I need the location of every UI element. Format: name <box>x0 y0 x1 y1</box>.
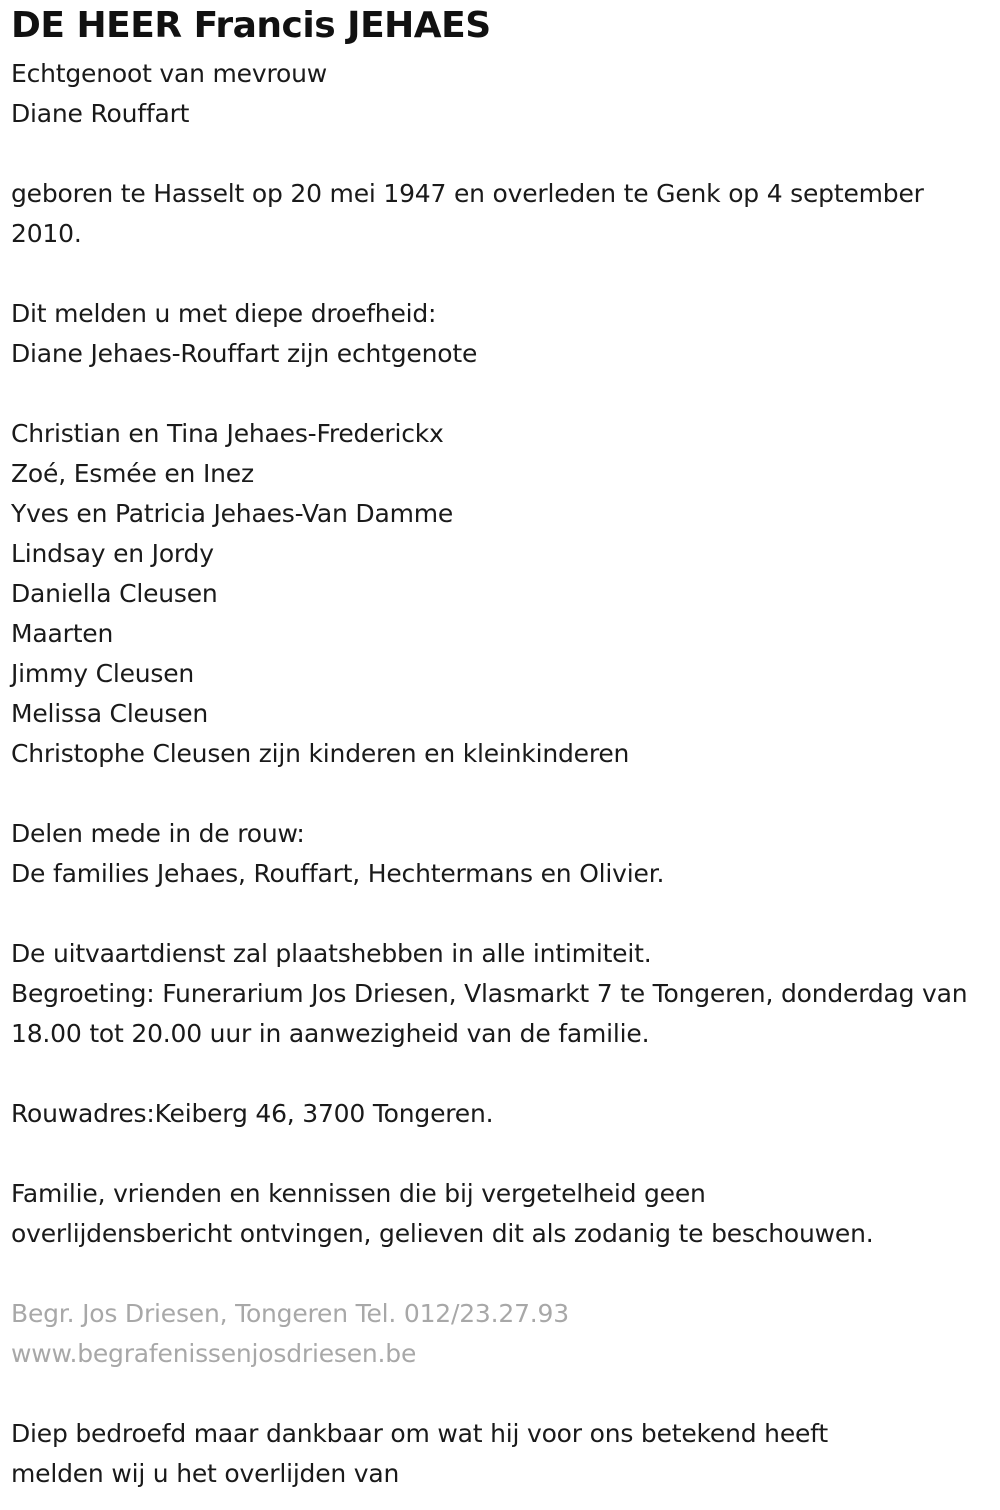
family-member: Zoé, Esmée en Inez <box>11 459 254 488</box>
announcement-spouse: Diane Jehaes-Rouffart zijn echtgenote <box>11 339 478 368</box>
spacer <box>11 774 991 814</box>
obituary-notice <box>11 0 991 1494</box>
notice-disclaimer: Familie, vrienden en kennissen die bij vergetelheid geen overlijdensbericht ontvingen, gelieven dit als zodanig te beschouwen. <box>11 1179 874 1248</box>
spouse-intro: Echtgenoot van mevrouw <box>11 59 327 88</box>
undertaker-website: www.begrafenissenjosdriesen.be <box>11 1339 417 1368</box>
family-member: Christian en Tina Jehaes-Frederickx <box>11 419 444 448</box>
closing-statement: Diep bedroefd maar dankbaar om wat hij voor ons betekend heeft melden wij u het overlijden van <box>11 1419 828 1488</box>
deceased-name-title: DE HEER Francis JEHAES <box>11 5 491 46</box>
spacer <box>11 1134 991 1174</box>
spacer <box>11 1254 991 1294</box>
spacer <box>11 1374 991 1414</box>
family-member: Yves en Patricia Jehaes-Van Damme <box>11 499 454 528</box>
spacer <box>11 134 991 174</box>
visitation-greeting: Begroeting: Funerarium Jos Driesen, Vlasmarkt 7 te Tongeren, donderdag van 18.00 tot 20.00 uur in aanwezigheid van de familie. <box>11 979 968 1048</box>
spacer <box>11 374 991 414</box>
share-families: De families Jehaes, Rouffart, Hechtermans en Olivier. <box>11 859 665 888</box>
family-list <box>11 414 991 774</box>
funeral-service: De uitvaartdienst zal plaatshebben in alle intimiteit. <box>11 939 652 968</box>
life-dates: geboren te Hasselt op 20 mei 1947 en overleden te Genk op 4 september 2010. <box>11 179 924 248</box>
family-member: Christophe Cleusen zijn kinderen en kleinkinderen <box>11 739 630 768</box>
undertaker-contact: Begr. Jos Driesen, Tongeren Tel. 012/23.27.93 <box>11 1299 569 1328</box>
share-intro: Delen mede in de rouw: <box>11 819 305 848</box>
family-member: Melissa Cleusen <box>11 699 209 728</box>
spacer <box>11 894 991 934</box>
family-member: Lindsay en Jordy <box>11 539 214 568</box>
family-member: Jimmy Cleusen <box>11 659 195 688</box>
mourning-address: Rouwadres:Keiberg 46, 3700 Tongeren. <box>11 1099 494 1128</box>
announcement-intro: Dit melden u met diepe droefheid: <box>11 299 437 328</box>
spacer <box>11 1054 991 1094</box>
spouse-name: Diane Rouffart <box>11 99 190 128</box>
family-member: Daniella Cleusen <box>11 579 218 608</box>
spacer <box>11 254 991 294</box>
family-member: Maarten <box>11 619 114 648</box>
